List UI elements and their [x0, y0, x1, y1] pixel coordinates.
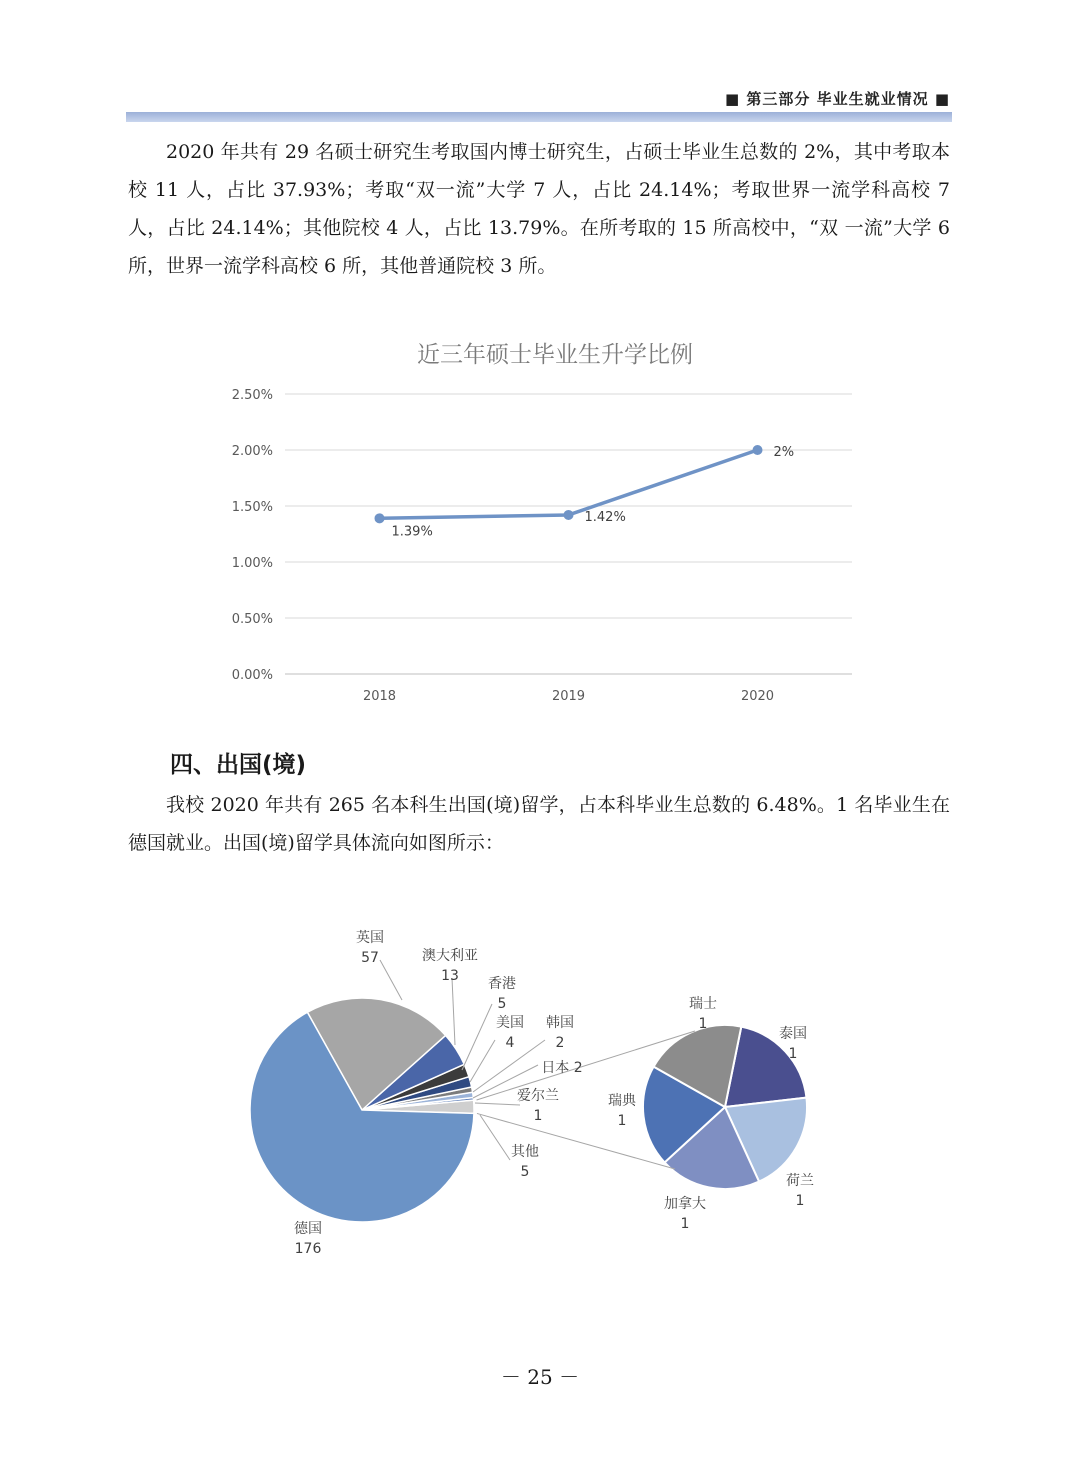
header-rule [126, 112, 952, 122]
pie-value: 13 [441, 968, 459, 984]
x-tick-label: 2020 [740, 689, 775, 704]
pie-label: 韩国 [546, 1015, 574, 1031]
leader-line [470, 1040, 495, 1082]
secondary-pie-value: 1 [795, 1193, 805, 1209]
pie-label: 澳大利亚 [422, 948, 478, 964]
secondary-pie-label: 加拿大 [664, 1196, 706, 1212]
series-line [380, 450, 758, 518]
pie-chart [230, 920, 850, 1265]
x-tick-label: 2019 [551, 689, 586, 704]
pie-value: 2 [555, 1035, 565, 1051]
line-chart-title: 近三年硕士毕业生升学比例 [417, 342, 693, 368]
secondary-pie-label: 泰国 [779, 1026, 807, 1042]
leader-line [462, 1004, 492, 1070]
leader-line [475, 1103, 520, 1105]
pie-label: 德国 [294, 1221, 322, 1237]
page-number: － 25 － [500, 1365, 580, 1389]
section-header: ■ 第三部分 毕业生就业情况 ■ [724, 90, 950, 108]
pie-value: 1 [533, 1108, 543, 1124]
leader-line [380, 960, 402, 1000]
secondary-pie-value: 1 [698, 1016, 708, 1032]
secondary-pie-value: 1 [788, 1046, 798, 1062]
paragraph-study-abroad: 我校 2020 年共有 265 名本科生出国(境)留学，占本科毕业生总数的 6.48%。1 名毕业生在德国就业。出国(境)留学具体流向如图所示： [128, 794, 950, 854]
secondary-pie-label: 瑞典 [608, 1093, 636, 1109]
data-point [753, 445, 763, 455]
secondary-pie-label: 荷兰 [786, 1173, 814, 1189]
pie-value: 4 [505, 1035, 515, 1051]
y-tick-label: 1.50% [231, 500, 273, 515]
y-tick-label: 2.50% [231, 388, 273, 403]
data-label: 1.39% [391, 524, 433, 540]
pie-value: 57 [361, 950, 379, 966]
x-tick-label: 2018 [362, 689, 397, 704]
secondary-pie-value: 1 [617, 1113, 627, 1129]
pie-label: 英国 [356, 930, 384, 946]
y-tick-label: 0.00% [231, 668, 273, 683]
data-point [375, 513, 385, 523]
pie-label: 其他 [511, 1144, 539, 1160]
y-tick-label: 1.00% [231, 556, 273, 571]
data-label: 1.42% [584, 509, 626, 525]
section-heading: 四、出国(境) [170, 752, 307, 778]
data-label: 2% [773, 445, 795, 460]
data-point [564, 510, 574, 520]
leader-line [452, 978, 455, 1045]
pie-value: 5 [497, 996, 507, 1012]
pie-value: 5 [520, 1164, 530, 1180]
pie-value: 176 [294, 1241, 322, 1257]
pie-label: 爱尔兰 [517, 1088, 559, 1104]
line-chart [200, 330, 880, 715]
y-tick-label: 2.00% [231, 444, 273, 459]
secondary-pie-label: 瑞士 [689, 996, 717, 1012]
pie-label: 香港 [488, 976, 516, 992]
secondary-pie-value: 1 [680, 1216, 690, 1232]
pie-label-inline: 日本 2 [541, 1060, 583, 1076]
paragraph-phd-admissions: 2020 年共有 29 名硕士研究生考取国内博士研究生，占硕士毕业生总数的 2%，其中考取本校 11 人，占比 37.93%；考取“双一流”大学 7 人，占比 24.14%；考取世界一流学科高校 7 人，占比 24.14%；其他院校 4 人，占比 13.79%。在所考取的 15 所高校中，“双 一流”大学 6 所，世界一流学科高校 6 所，其他普通院校 3 所。 [128, 141, 950, 277]
y-tick-label: 0.50% [231, 612, 273, 627]
pie-label: 美国 [496, 1015, 524, 1031]
